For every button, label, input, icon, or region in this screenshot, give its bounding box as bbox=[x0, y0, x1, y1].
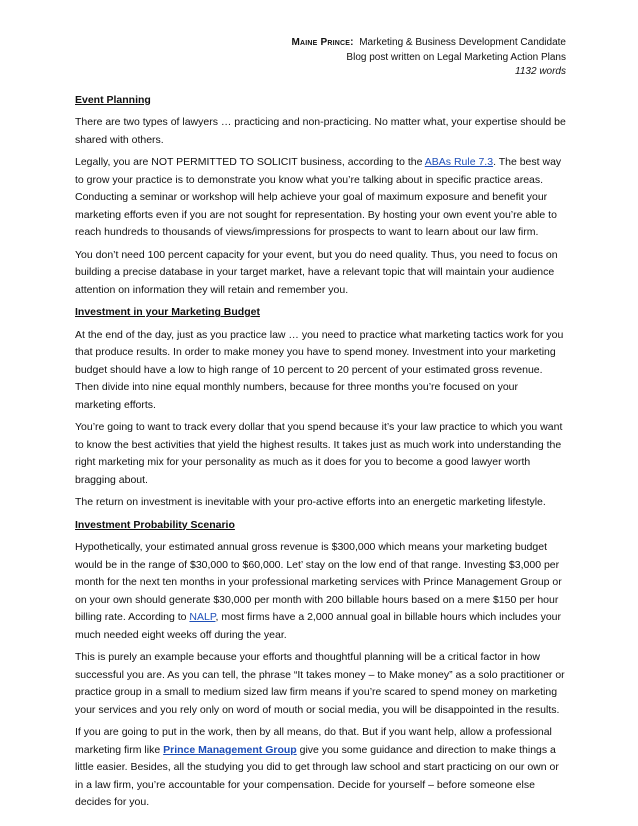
nalp-link[interactable]: NALP bbox=[189, 611, 216, 623]
paragraph-text: Hypothetically, your estimated annual gross revenue is $300,000 which means your marketing budget would be in the range of $30,000 to $60,000. Let’ stay on the low end of that range. Investing $3,000 per month for the next ten months in your professional marketing services with Prince Management Group or on your own should generate $30,000 per month with 200 billable hours based on a mere $150 per hour billing rate. According to bbox=[75, 541, 562, 623]
section-heading-investment-budget: Investment in your Marketing Budget bbox=[75, 306, 260, 318]
paragraph bbox=[75, 724, 566, 812]
prince-management-link[interactable]: Prince Management Group bbox=[163, 743, 297, 756]
section-heading-event-planning: Event Planning bbox=[75, 93, 151, 106]
paragraph-text: Legally, you are NOT PERMITTED TO SOLICIT business, according to the bbox=[75, 156, 425, 168]
aba-rule-link[interactable]: ABAs Rule 7.3 bbox=[424, 156, 494, 168]
paragraph-text: , most firms have a 2,000 annual goal in billable hours which includes your much needed eight weeks off during the year. bbox=[75, 611, 562, 641]
paragraph: This is purely an example because your efforts and thoughtful planning will be a critical factor in how successful you are. As you can tell, the phrase “It takes money – to Make money” as a solo practitioner or practice group in a small to medium sized law firm means if you’re scared to spend money on marketing your services and you rely only on word of mouth or social media, you will be disappointed in the results. bbox=[75, 651, 565, 716]
paragraph: The return on investment is inevitable with your pro-active efforts into an energetic marketing lifestyle. bbox=[75, 496, 546, 508]
header-subtitle: Blog post written on Legal Marketing Action Plans bbox=[346, 51, 566, 63]
word-count: 1132 words bbox=[515, 66, 566, 77]
paragraph: There are two types of lawyers … practicing and non-practicing. No matter what, your expertise should be shared with others. bbox=[75, 116, 566, 146]
document-header bbox=[75, 36, 566, 80]
author-title: Marketing & Business Development Candidate bbox=[359, 37, 566, 48]
paragraph-text: . The best way to grow your practice is to demonstrate you know what you’re talking about in specific practice areas. Conducting a seminar or workshop will help achieve your goal of maximum exposure and benefit your marketing efforts even if you are not sought for representation. By hosting your own event you’re able to reach hundreds to thousands of views/impressions for prospects to want to learn about our law firm. bbox=[75, 156, 562, 238]
paragraph-text: If you are going to put in the work, then by all means, do that. But if you want help, allow a professional marketing firm like bbox=[75, 726, 552, 756]
header-line-1 bbox=[75, 36, 566, 51]
paragraph: You’re going to want to track every dollar that you spend because it’s your law practice to which you want to know the best activities that yield the highest results. It takes just as much work into understanding the right marketing mix for your personality as much as it does for you to become a good lawyer worth bragging about. bbox=[75, 421, 563, 486]
paragraph bbox=[75, 539, 566, 644]
paragraph: At the end of the day, just as you practice law … you need to practice what marketing tactics work for you that produce results. In order to make money you have to spend money. Investment into your marketing budget should have a low to high range of 10 percent to 20 percent of your estimated gross revenue. Then divide into nine equal monthly numbers, because for three months you’re focused on your marketing efforts. bbox=[75, 328, 564, 411]
paragraph: You don’t need 100 percent capacity for your event, but you do need quality. Thus, you need to focus on building a precise database in your target market, have a relevant topic that will maintain your audience attention on information they will retain and remember you. bbox=[75, 248, 558, 296]
author-name: Maine Prince: bbox=[291, 37, 354, 48]
paragraph bbox=[75, 154, 566, 242]
section-heading-probability-scenario: Investment Probability Scenario bbox=[75, 518, 235, 531]
paragraph-text: give you some guidance and direction to make things a little easier. Besides, all the studying you did to get through law school and start practicing on our own or in a law firm, you’re accountable for your compensation. Decide for yourself – before someone else decides for you. bbox=[75, 743, 559, 808]
